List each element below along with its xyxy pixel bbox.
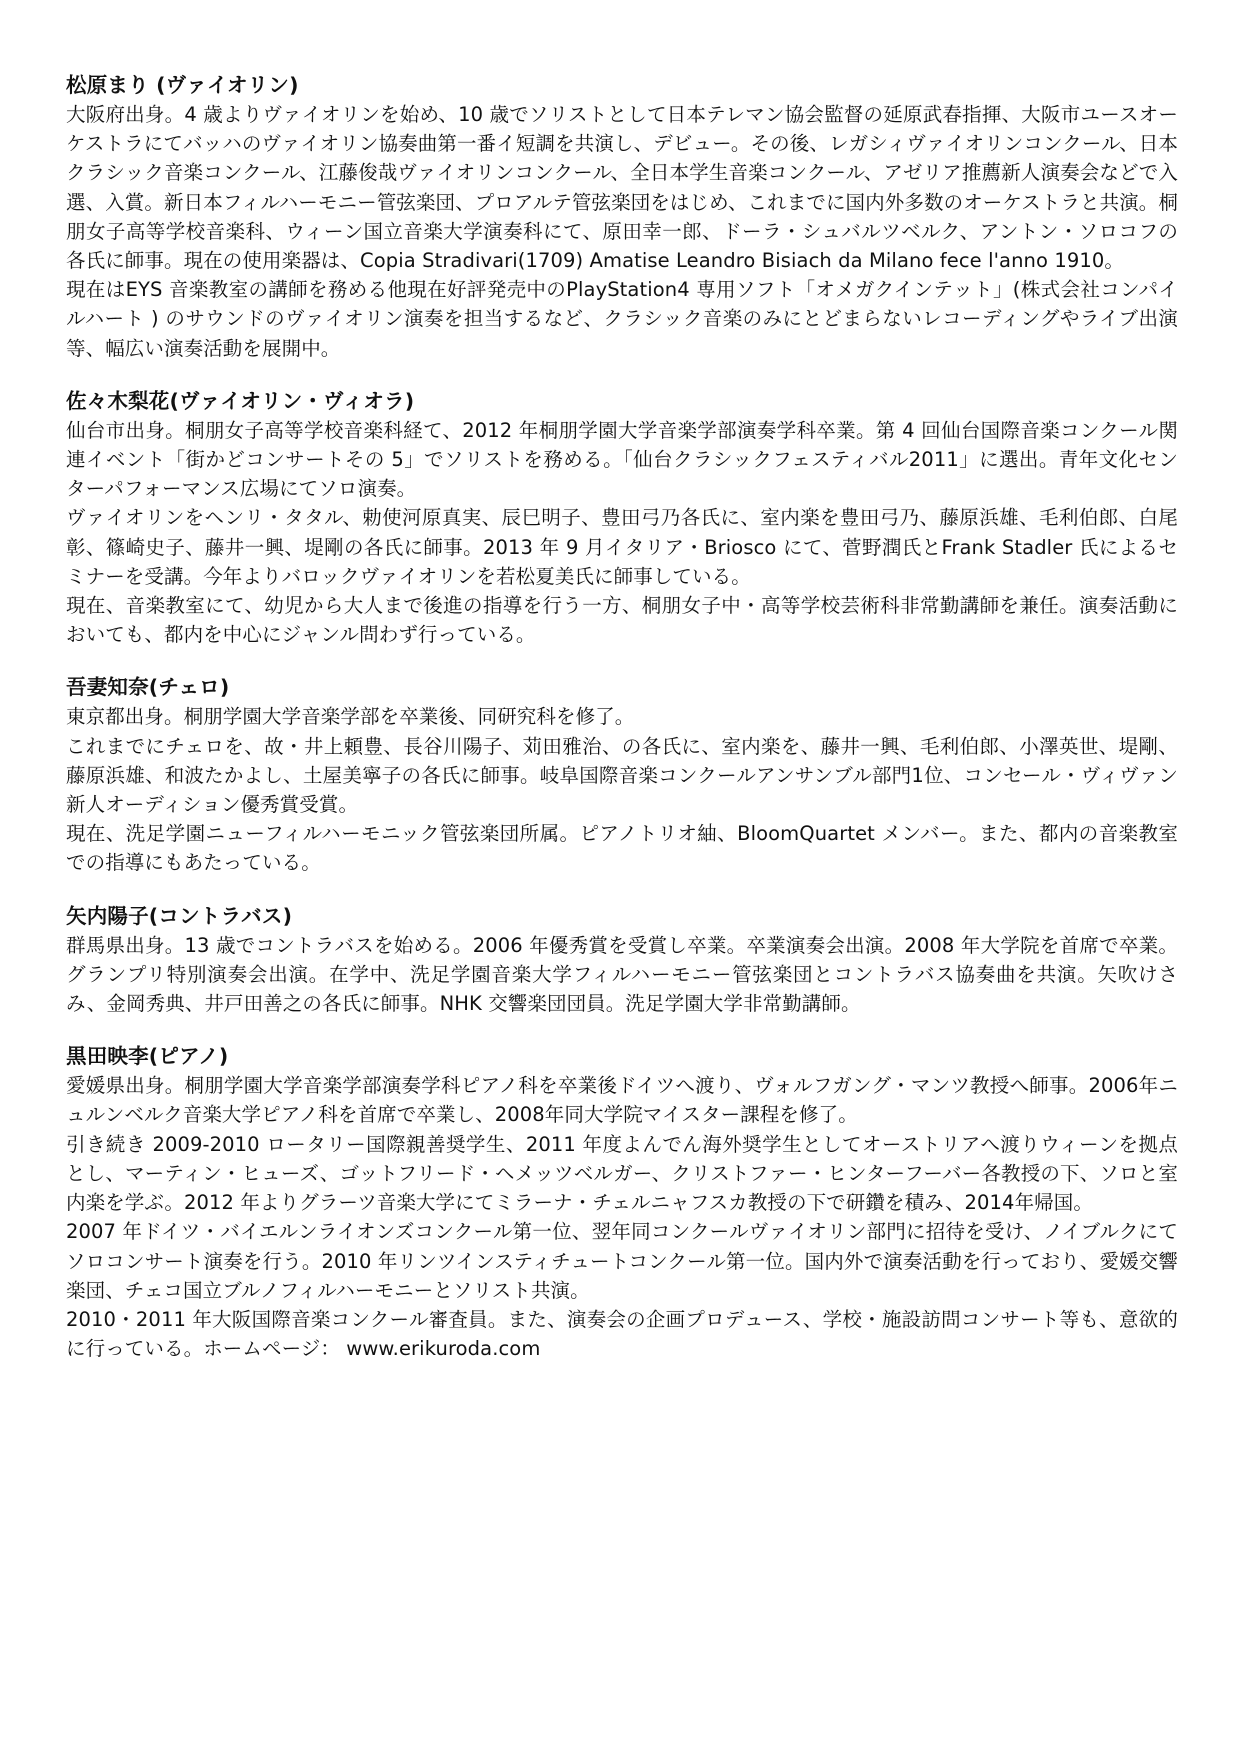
profile-matsubara [66, 70, 1178, 363]
profile-yanai [66, 901, 1178, 1019]
profile-document [66, 70, 1178, 1386]
profile-name: 吾妻知奈(チェロ) [66, 675, 230, 700]
profile-paragraph: 東京都出身。桐朋学園大学音楽学部を卒業後、同研究科を修了。 [66, 705, 635, 729]
profile-paragraph: 仙台市出身。桐朋女子高等学校音楽科経て、2012 年桐朋学園大学音楽学部演奏学科卒業。第 4 回仙台国際音楽コンクール関連イベント「街かどコンサートその 5」でソリストを務める。「仙台クラシックフェスティバル2011」に選出。青年文化センターパフォーマンス広場にてソロ演奏。 [66, 418, 1178, 501]
profile-paragraph: 2010・2011 年大阪国際音楽コンクール審査員。また、演奏会の企画プロデュース、学校・施設訪問コンサート等も、意欲的に行っている。ホームページ： www.erikuroda.com [66, 1307, 1178, 1361]
profile-name: 黒田映李(ピアノ) [66, 1044, 229, 1069]
profile-paragraph: 群馬県出身。13 歳でコントラバスを始める。2006 年優秀賞を受賞し卒業。卒業演奏会出演。2008 年大学院を首席で卒業。グランプリ特別演奏会出演。在学中、洗足学園音楽大学フィルハーモニー管弦楽団とコントラバス協奏曲を共演。矢吹けさみ、金岡秀典、井戸田善之の各氏に師事。NHK 交響楽団団員。洗足学園大学非常勤講師。 [66, 933, 1178, 1016]
profile-name: 松原まり (ヴァイオリン) [66, 73, 299, 97]
profile-kuroda [66, 1041, 1178, 1363]
profile-paragraph: これまでにチェロを、故・井上頼豊、長谷川陽子、苅田雅治、の各氏に、室内楽を、藤井一興、毛利伯郎、小澤英世、堤剛、藤原浜雄、和波たかよし、土屋美寧子の各氏に師事。岐阜国際音楽コンクールアンサンブル部門1位、コンセール・ヴィヴァン新人オーディション優秀賞受賞。 [66, 734, 1178, 817]
profile-azuma [66, 672, 1178, 877]
profile-paragraph: 現在、音楽教室にて、幼児から大人まで後進の指導を行う一方、桐朋女子中・高等学校芸術科非常勤講師を兼任。演奏活動においても、都内を中心にジャンル問わず行っている。 [66, 594, 1178, 647]
profile-paragraph: 2007 年ドイツ・バイエルンライオンズコンクール第一位、翌年同コンクールヴァイオリン部門に招待を受け、ノイブルクにてソロコンサート演奏を行う。2010 年リンツインスティチュートコンクール第一位。国内外で演奏活動を行っており、愛媛交響楽団、チェコ国立ブルノフィルハーモニーとソリスト共演。 [66, 1220, 1178, 1302]
profile-paragraph: 引き続き 2009-2010 ロータリー国際親善奨学生、2011 年度よんでん海外奨学生としてオーストリアへ渡りウィーンを拠点とし、マーティン・ヒューズ、ゴットフリード・ヘメッツベルガー、クリストファー・ヒンターフーバー各教授の下、ソロと室内楽を学ぶ。2012 年よりグラーツ音楽大学にてミラーナ・チェルニャフスカ教授の下で研鑽を積み、2014年帰国。 [66, 1132, 1178, 1215]
profile-paragraph: 現在はEYS 音楽教室の講師を務める他現在好評発売中のPlayStation4 専用ソフト「オメガクインテット」(株式会社コンパイルハート ) のサウンドのヴァイオリン演奏を担当するなど、クラシック音楽のみにとどまらないレコーディングやライブ出演等、幅広い演奏活動を展開中。 [66, 278, 1178, 360]
profile-paragraph: 大阪府出身。4 歳よりヴァイオリンを始め、10 歳でソリストとして日本テレマン協会監督の延原武春指揮、大阪市ユースオーケストラにてバッハのヴァイオリン協奏曲第一番イ短調を共演し、デビュー。その後、レガシィヴァイオリンコンクール、日本クラシック音楽コンクール、江藤俊哉ヴァイオリンコンクール、全日本学生音楽コンクール、アゼリア推薦新人演奏会などで入選、入賞。新日本フィルハーモニー管弦楽団、プロアルテ管弦楽団をはじめ、これまでに国内外多数のオーケストラと共演。桐朋女子高等学校音楽科、ウィーン国立音楽大学演奏科にて、原田幸一郎、ドーラ・シュバルツベルク、アントン・ソロコフの各氏に師事。現在の使用楽器は、Copia Stradivari(1709) Amatise Leandro Bisiach da Milano fece l'anno 1910。 [66, 103, 1178, 273]
profile-paragraph: 現在、洗足学園ニューフィルハーモニック管弦楽団所属。ピアノトリオ紬、BloomQuartet メンバー。また、都内の音楽教室での指導にもあたっている。 [66, 822, 1178, 875]
profile-sasaki [66, 386, 1178, 650]
profile-paragraph: ヴァイオリンをヘンリ・タタル、勅使河原真実、辰巳明子、豊田弓乃各氏に、室内楽を豊田弓乃、藤原浜雄、毛利伯郎、白尾彰、篠崎史子、藤井一興、堤剛の各氏に師事。2013 年 9 月イタリア・Briosco にて、菅野潤氏とFrank Stadler 氏によるセミナーを受講。今年よりバロックヴァイオリンを若松夏美氏に師事している。 [66, 506, 1178, 588]
profile-name: 佐々木梨花(ヴァイオリン・ヴィオラ) [66, 388, 415, 413]
profile-name: 矢内陽子(コントラバス) [66, 903, 293, 928]
profile-paragraph: 愛媛県出身。桐朋学園大学音楽学部演奏学科ピアノ科を卒業後ドイツへ渡り、ヴォルフガング・マンツ教授へ師事。2006年ニュルンベルク音楽大学ピアノ科を首席で卒業し、2008年同大学院マイスター課程を修了。 [66, 1074, 1178, 1127]
